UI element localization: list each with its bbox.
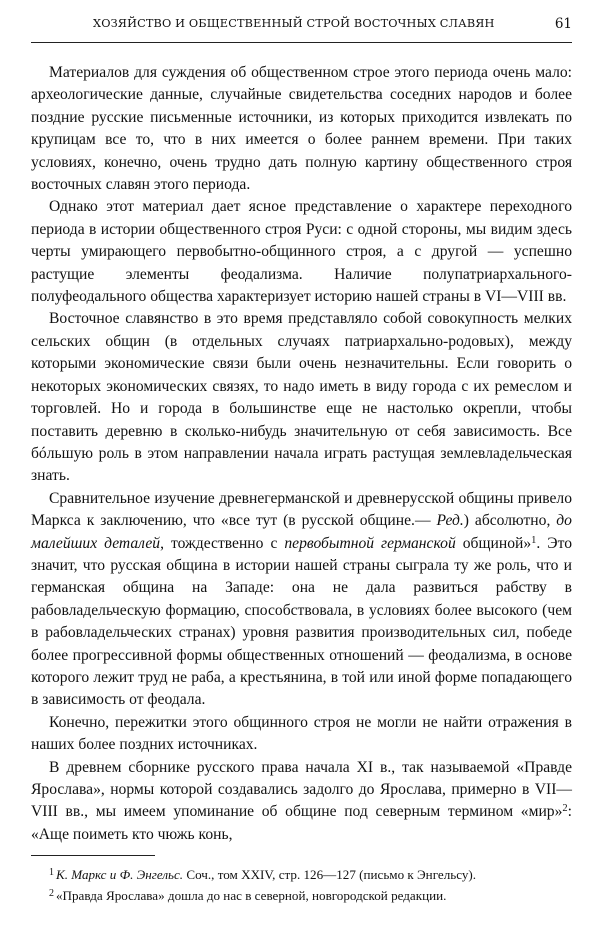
running-head: ХОЗЯЙСТВО И ОБЩЕСТВЕННЫЙ СТРОЙ ВОСТОЧНЫХ СЛАВЯН (93, 17, 495, 30)
footnote-ref-2[interactable]: 2 (562, 803, 568, 815)
paragraph-4 (31, 488, 572, 712)
paragraph-6-text-a: В древнем сборнике русского права начала XI в., так называемой «Правде Ярослава», нормы которой создавались задолго до Ярослава, примерно в VII—VIII вв., мы имеем упоминание об общине под северным термином «мир» (31, 758, 572, 821)
footnote-2-text: «Правда Ярослава» дошла до нас в северной, новгородской редакции. (56, 888, 447, 903)
paragraph-4-text-a: Сравнительное изучение древнегерманской и древнерусской общины привело Маркса к заключению, что «все тут (в русской общине.— (31, 489, 572, 530)
paragraph-4-text-d: общиной» (455, 534, 532, 552)
paragraph-4-text-b: ) абсолютно, (463, 512, 557, 530)
emphasis-details: до малейших деталей (31, 512, 572, 552)
paragraph-6-text-b: : «Аще поиметь кто чюжь конь, (31, 803, 572, 843)
editor-note: Ред. (436, 512, 464, 530)
footnote-2-mark: 2 (49, 888, 54, 899)
main-text (31, 62, 572, 846)
paragraph-6 (31, 757, 572, 847)
page-header (31, 14, 572, 43)
paragraph-2: Однако этот материал дает ясное представление о характере переходного периода в истории общественного строя Руси: с одной стороны, мы видим здесь черты умирающего первобытно-общинного строя, а с другой — успешно растущие элементы феодализма. Наличие полупатриархального-полуфеодального общества характеризует историю нашей страны в VI—VIII вв. (31, 198, 572, 306)
footnote-ref-1[interactable]: 1 (531, 534, 537, 546)
emphasis-germanic: первобытной германской (284, 534, 456, 552)
footnote-1-text: Соч., том XXIV, стр. 126—127 (письмо к Энгельсу). (183, 867, 477, 882)
footnote-1-mark: 1 (49, 867, 54, 878)
paragraph-4-text-c: , тождественно с (160, 534, 285, 552)
paragraph-4-text-e: . Это значит, что русская община в истории нашей страны сыграла ту же роль, что и германская община на Западе: она не дала развиться рабству в рабовладельческую формацию, способствовала, в условиях более высокого (чем в рабовладельческих странах) уровня развития производительных сил, победе более прогрессивной формы общественных отношений — феодализма, в основе которого лежит труд не раба, а крестьянина, в той или иной форме попадающего в зависимость от феодала. (31, 534, 572, 709)
footnotes (31, 863, 572, 905)
footnote-divider (31, 855, 155, 856)
paragraph-3: Восточное славянство в это время представляло собой совокупность мелких сельских общин (в отдельных случаях патриархально-родовых), между которыми экономические связи были очень незначительны. Если говорить о некоторых экономических связях, то надо иметь в виду города с их ремеслом и торговлей. Но и города в большинстве еще не настолько окрепли, чтобы поставить деревню в сколько-нибудь значительную от себя зависимость. Все бóльшую роль в этом направлении начала играть растущая землевладельческая знать. (31, 310, 572, 485)
paragraph-5: Конечно, пережитки этого общинного строя не могли не найти отражения в наших более поздних источниках. (31, 713, 572, 754)
footnote-1-authors: К. Маркс и Ф. Энгельс. (56, 867, 184, 882)
footnote-1 (31, 863, 572, 884)
page-number: 61 (554, 16, 572, 32)
paragraph-1: Материалов для суждения об общественном строе этого периода очень мало: археологические данные, случайные свидетельства соседних народов и более поздние русские письменные источники, из которых приходится извлекать по крупицам все то, что в них имеется о более раннем времени. При таких условиях, конечно, очень трудно дать полную картину общественного строя восточных славян этого периода. (31, 64, 572, 194)
footnote-2 (31, 884, 572, 905)
